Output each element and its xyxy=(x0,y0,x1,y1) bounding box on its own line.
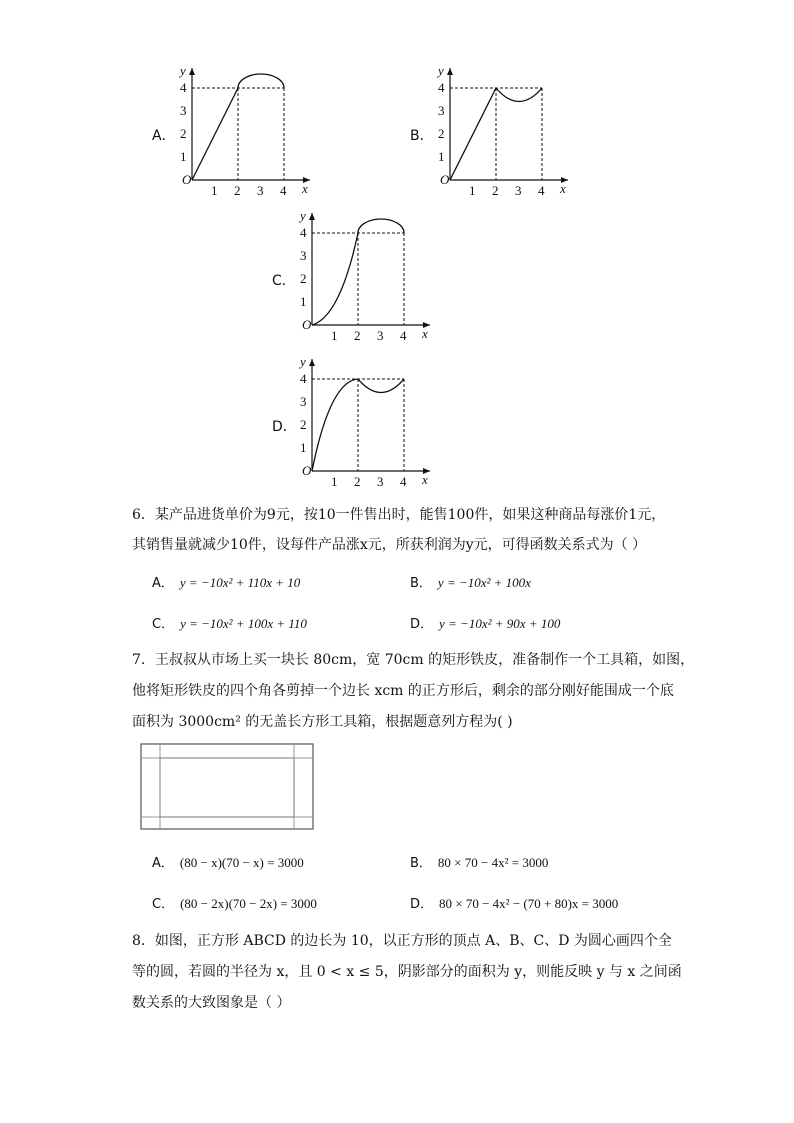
q7-line-1: 7．王叔叔从市场上买一块长 80cm，宽 70cm 的矩形铁皮，准备制作一个工具箱，如图， xyxy=(132,652,695,668)
q6-line-2: 其销售量就减少10件，设每件产品涨x元，所获利润为y元，可得函数关系式为（ ） xyxy=(132,537,647,553)
y-tick-label: 3 xyxy=(180,103,187,118)
q8-line-2: 等的圆，若圆的半径为 x，且 0 < x ≤ 5，阴影部分的面积为 y，则能反映 y 与 x 之间函 xyxy=(132,964,682,980)
option-letter: A． xyxy=(152,576,174,591)
option-formula: y = −10x² + 90x + 100 xyxy=(439,616,561,631)
q7-option-b[interactable] xyxy=(410,852,548,871)
y-tick-label: 2 xyxy=(300,271,307,286)
graph-option-c xyxy=(290,205,440,345)
q8-line-3: 数关系的大致图象是（ ） xyxy=(132,995,291,1011)
y-axis-label: y xyxy=(438,63,444,78)
x-tick-label: 1 xyxy=(469,183,476,198)
option-formula: (80 − x)(70 − x) = 3000 xyxy=(179,855,304,870)
y-tick-label: 4 xyxy=(300,371,307,386)
x-axis-label: x xyxy=(560,181,566,196)
option-c-label[interactable]: C． xyxy=(272,273,296,289)
option-formula: y = −10x² + 100x xyxy=(437,575,531,590)
y-tick-label: 3 xyxy=(300,394,307,409)
x-axis-label: x xyxy=(422,326,428,341)
y-tick-label: 3 xyxy=(438,103,445,118)
graph-option-d xyxy=(290,351,440,491)
y-tick-label: 1 xyxy=(438,149,445,164)
y-axis-label: y xyxy=(300,354,306,369)
iron-sheet-figure xyxy=(140,743,316,831)
q7-line-2: 他将矩形铁皮的四个角各剪掉一个边长 xcm 的正方形后，剩余的部分刚好能围成一个底 xyxy=(132,683,674,699)
y-tick-label: 2 xyxy=(438,126,445,141)
y-tick-label: 4 xyxy=(438,80,445,95)
x-tick-label: 4 xyxy=(538,183,545,198)
x-axis-label: x xyxy=(302,181,308,196)
q7-option-a[interactable] xyxy=(152,852,304,871)
q6-option-c[interactable] xyxy=(152,613,307,632)
x-tick-label: 1 xyxy=(211,183,218,198)
q6-option-a[interactable] xyxy=(152,572,300,591)
x-tick-label: 3 xyxy=(257,183,264,198)
x-tick-label: 2 xyxy=(492,183,499,198)
y-tick-label: 1 xyxy=(300,294,307,309)
y-tick-label: 2 xyxy=(300,417,307,432)
q7-option-c[interactable] xyxy=(152,893,317,912)
y-tick-label: 1 xyxy=(300,440,307,455)
option-letter: B． xyxy=(410,856,432,871)
x-tick-label: 3 xyxy=(377,474,384,489)
origin-label: O xyxy=(302,317,312,332)
q7-option-d[interactable] xyxy=(410,893,618,912)
origin-label: O xyxy=(182,172,192,187)
option-letter: A． xyxy=(152,856,174,871)
origin-label: O xyxy=(302,463,312,478)
q6-option-b[interactable] xyxy=(410,572,531,591)
x-tick-label: 4 xyxy=(280,183,287,198)
q6-line-1: 6．某产品进货单价为9元，按10一件售出时，能售100件，如果这种商品每涨价1元， xyxy=(132,507,666,523)
origin-label: O xyxy=(440,172,450,187)
x-tick-label: 3 xyxy=(377,328,384,343)
y-axis-label: y xyxy=(300,208,306,223)
y-axis-label: y xyxy=(180,63,186,78)
option-formula: 80 × 70 − 4x² = 3000 xyxy=(437,855,549,870)
option-letter: C． xyxy=(152,617,175,632)
x-tick-label: 2 xyxy=(354,474,361,489)
x-tick-label: 2 xyxy=(234,183,241,198)
x-tick-label: 1 xyxy=(331,328,338,343)
q6-option-d[interactable] xyxy=(410,613,560,632)
y-tick-label: 4 xyxy=(300,225,307,240)
y-tick-label: 3 xyxy=(300,248,307,263)
option-formula: (80 − 2x)(70 − 2x) = 3000 xyxy=(180,896,317,911)
y-tick-label: 1 xyxy=(180,149,187,164)
x-tick-label: 3 xyxy=(515,183,522,198)
graph-option-a xyxy=(170,60,320,200)
option-letter: D． xyxy=(410,617,434,632)
option-b-label[interactable]: B． xyxy=(410,128,434,144)
option-letter: B． xyxy=(410,576,432,591)
x-tick-label: 2 xyxy=(354,328,361,343)
x-tick-label: 1 xyxy=(331,474,338,489)
option-formula: y = −10x² + 110x + 10 xyxy=(179,575,301,590)
q7-line-3: 面积为 3000cm² 的无盖长方形工具箱，根据题意列方程为( ) xyxy=(132,714,513,730)
option-formula: y = −10x² + 100x + 110 xyxy=(180,616,307,631)
q8-line-1: 8．如图，正方形 ABCD 的边长为 10，以正方形的顶点 A、B、C、D 为圆心画四个全 xyxy=(132,933,672,949)
option-d-label[interactable]: D． xyxy=(272,419,297,435)
y-tick-label: 4 xyxy=(180,80,187,95)
x-tick-label: 4 xyxy=(400,474,407,489)
option-a-label[interactable]: A． xyxy=(152,128,176,144)
graph-option-b xyxy=(428,60,578,200)
option-formula: 80 × 70 − 4x² − (70 + 80)x = 3000 xyxy=(439,896,619,911)
option-letter: D． xyxy=(410,897,434,912)
x-axis-label: x xyxy=(422,472,428,487)
option-letter: C． xyxy=(152,897,175,912)
y-tick-label: 2 xyxy=(180,126,187,141)
x-tick-label: 4 xyxy=(400,328,407,343)
